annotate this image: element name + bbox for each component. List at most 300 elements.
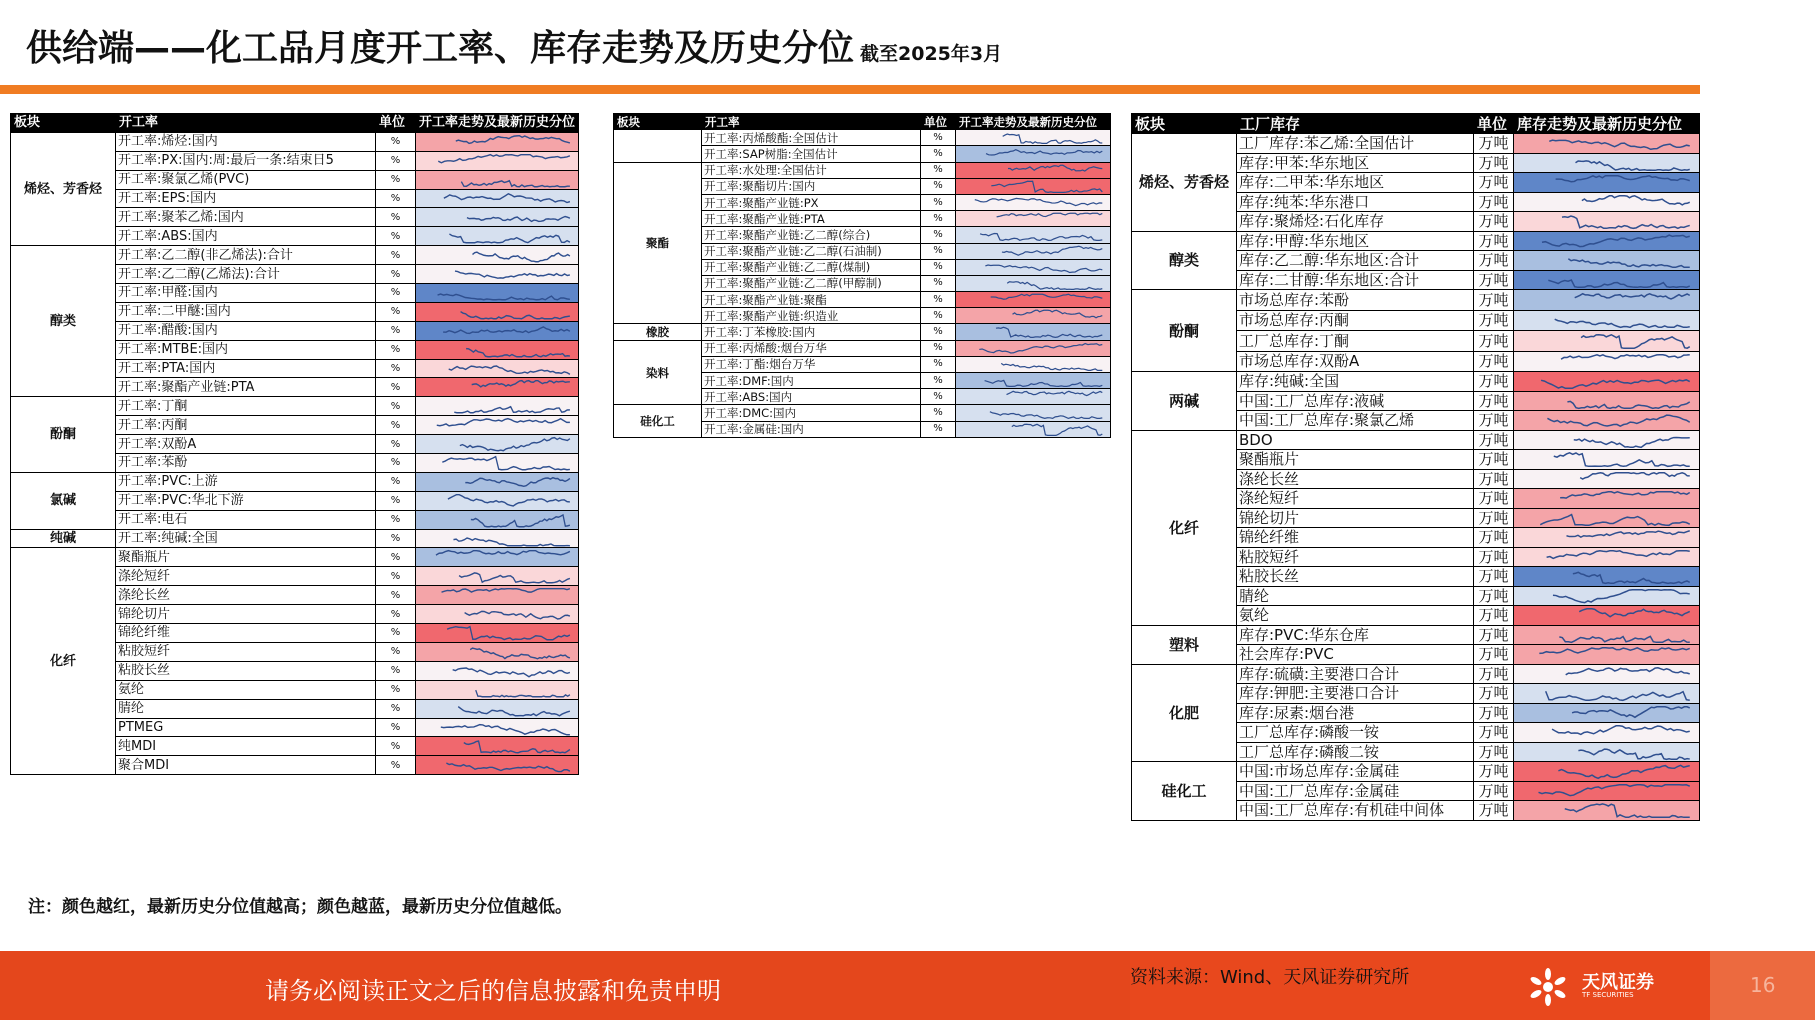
trend-cell bbox=[416, 605, 579, 624]
indicator-name: 粘胶短纤 bbox=[1237, 547, 1474, 567]
trend-line bbox=[986, 150, 1102, 155]
trend-line bbox=[437, 419, 570, 426]
trend-line bbox=[1558, 765, 1689, 778]
trend-cell bbox=[1514, 703, 1700, 723]
trend-cell bbox=[416, 132, 579, 151]
trend-sparkline bbox=[1514, 743, 1699, 762]
trend-line bbox=[1553, 589, 1690, 602]
trend-cell bbox=[416, 284, 579, 303]
indicator-name: 开工率:PTA:国内 bbox=[116, 359, 376, 378]
page-number: 16 bbox=[1750, 973, 1776, 997]
indicator-name: 开工率:金属硅:国内 bbox=[702, 421, 921, 437]
trend-line bbox=[1554, 453, 1690, 467]
indicator-name: 开工率:MTBE:国内 bbox=[116, 340, 376, 359]
unit-cell: % bbox=[921, 308, 956, 324]
indicator-name: 开工率:聚酯产业链:PTA bbox=[116, 378, 376, 397]
trend-line bbox=[438, 154, 570, 162]
trend-sparkline bbox=[416, 227, 578, 245]
indicator-name: 涤纶长丝 bbox=[116, 586, 376, 605]
trend-cell bbox=[956, 356, 1111, 372]
indicator-name: 开工率:丙烯酸酯:全国估计 bbox=[702, 130, 921, 146]
header-indicator: 开工率 bbox=[116, 114, 376, 133]
table-row bbox=[614, 130, 1111, 146]
trend-line bbox=[449, 366, 570, 374]
trend-line bbox=[1567, 401, 1689, 408]
trend-cell bbox=[416, 454, 579, 473]
unit-cell: % bbox=[921, 405, 956, 421]
unit-cell: 万吨 bbox=[1474, 801, 1514, 821]
trend-cell bbox=[416, 756, 579, 775]
unit-cell: % bbox=[376, 624, 416, 643]
trend-line bbox=[985, 380, 1103, 386]
indicator-name: 氨纶 bbox=[116, 680, 376, 699]
trend-line bbox=[1579, 609, 1690, 617]
unit-cell: % bbox=[376, 472, 416, 491]
trend-cell bbox=[956, 194, 1111, 210]
trend-line bbox=[1547, 550, 1690, 558]
unit-cell: 万吨 bbox=[1474, 781, 1514, 801]
indicator-name: 库存:乙二醇:华东地区:合计 bbox=[1237, 251, 1474, 271]
unit-cell: % bbox=[921, 292, 956, 308]
trend-sparkline bbox=[956, 405, 1110, 420]
trend-sparkline bbox=[1514, 271, 1699, 290]
indicator-name: 工厂总库存:磷酸二铵 bbox=[1237, 742, 1474, 762]
indicator-name: 开工率:烯烃:国内 bbox=[116, 132, 376, 151]
trend-line bbox=[465, 612, 570, 620]
trend-cell bbox=[416, 718, 579, 737]
trend-sparkline bbox=[1514, 489, 1699, 508]
unit-cell: 万吨 bbox=[1474, 153, 1514, 173]
indicator-name: 库存:尿素:烟台港 bbox=[1237, 703, 1474, 723]
unit-cell: 万吨 bbox=[1474, 173, 1514, 193]
trend-sparkline bbox=[416, 416, 578, 434]
section-label: 纯碱 bbox=[11, 529, 116, 548]
indicator-name: 工厂总库存:丁酮 bbox=[1237, 331, 1474, 352]
trend-sparkline bbox=[416, 473, 578, 491]
trend-cell bbox=[956, 178, 1111, 194]
trend-line bbox=[1565, 804, 1690, 817]
trend-cell bbox=[956, 227, 1111, 243]
unit-cell: % bbox=[376, 435, 416, 454]
trend-sparkline bbox=[416, 360, 578, 378]
trend-line bbox=[1548, 280, 1689, 287]
trend-line bbox=[1547, 415, 1689, 426]
trend-cell bbox=[1514, 212, 1700, 232]
trend-cell bbox=[416, 529, 579, 548]
unit-cell: 万吨 bbox=[1474, 469, 1514, 489]
table-row bbox=[1132, 134, 1700, 154]
trend-line bbox=[454, 407, 570, 413]
trend-line bbox=[985, 265, 1102, 272]
trend-sparkline bbox=[416, 681, 578, 699]
trend-sparkline bbox=[956, 195, 1110, 210]
indicator-name: 库存:二甲苯:华东地区 bbox=[1237, 173, 1474, 193]
trend-sparkline bbox=[416, 530, 578, 548]
indicator-name: 涤纶长丝 bbox=[1237, 469, 1474, 489]
section-label bbox=[614, 130, 702, 162]
trend-cell bbox=[1514, 251, 1700, 271]
trend-line bbox=[449, 234, 569, 243]
unit-cell: 万吨 bbox=[1474, 310, 1514, 331]
indicator-name: BDO bbox=[1237, 430, 1474, 450]
trend-line bbox=[446, 763, 570, 771]
unit-cell: 万吨 bbox=[1474, 231, 1514, 251]
inventory-table-right bbox=[1131, 113, 1700, 821]
trend-cell bbox=[416, 208, 579, 227]
unit-cell: % bbox=[921, 373, 956, 389]
unit-cell: 万吨 bbox=[1474, 625, 1514, 645]
table-row bbox=[1132, 372, 1700, 392]
trend-sparkline bbox=[1514, 509, 1699, 528]
trend-line bbox=[1560, 492, 1690, 498]
trend-line bbox=[1552, 726, 1690, 735]
table-row bbox=[11, 397, 579, 416]
table-row bbox=[1132, 290, 1700, 311]
unit-cell: 万吨 bbox=[1474, 411, 1514, 431]
footer-bar bbox=[0, 951, 1815, 1020]
trend-line bbox=[1576, 160, 1690, 169]
brand-name: 天风证券 bbox=[1582, 972, 1654, 993]
trend-line bbox=[1008, 165, 1102, 171]
unit-cell: 万吨 bbox=[1474, 134, 1514, 154]
unit-cell: % bbox=[376, 661, 416, 680]
unit-cell: % bbox=[376, 208, 416, 227]
trend-cell bbox=[1514, 801, 1700, 821]
unit-cell: % bbox=[376, 586, 416, 605]
trend-cell bbox=[1514, 153, 1700, 173]
trend-sparkline bbox=[416, 737, 578, 755]
table-row bbox=[614, 340, 1111, 356]
indicator-name: 开工率:苯酚 bbox=[116, 454, 376, 473]
header-trend: 开工率走势及最新历史分位 bbox=[416, 114, 579, 133]
indicator-name: 开工率:聚氯乙烯(PVC) bbox=[116, 170, 376, 189]
trend-cell bbox=[1514, 372, 1700, 392]
unit-cell: 万吨 bbox=[1474, 723, 1514, 743]
trend-cell bbox=[1514, 489, 1700, 509]
trend-sparkline bbox=[416, 548, 578, 566]
table-row bbox=[614, 324, 1111, 340]
trend-cell bbox=[416, 321, 579, 340]
trend-cell bbox=[1514, 781, 1700, 801]
trend-line bbox=[436, 551, 570, 555]
unit-cell: % bbox=[921, 421, 956, 437]
trend-cell bbox=[1514, 762, 1700, 782]
trend-sparkline bbox=[1514, 548, 1699, 567]
trend-sparkline bbox=[956, 357, 1110, 372]
trend-sparkline bbox=[1514, 801, 1699, 820]
indicator-name: 锦纶切片 bbox=[1237, 508, 1474, 528]
trend-cell bbox=[416, 151, 579, 170]
trend-cell bbox=[956, 259, 1111, 275]
trend-sparkline bbox=[416, 605, 578, 623]
indicator-name: 粘胶长丝 bbox=[1237, 567, 1474, 587]
unit-cell: % bbox=[376, 227, 416, 246]
table-row bbox=[1132, 430, 1700, 450]
title-date: 截至2025年3月 bbox=[860, 43, 1003, 65]
unit-cell: % bbox=[921, 275, 956, 291]
trend-sparkline bbox=[416, 246, 578, 264]
trend-cell bbox=[416, 661, 579, 680]
trend-line bbox=[996, 328, 1102, 338]
trend-cell bbox=[416, 510, 579, 529]
trend-cell bbox=[1514, 290, 1700, 311]
trend-sparkline bbox=[416, 756, 578, 774]
indicator-name: 市场总库存:丙酮 bbox=[1237, 310, 1474, 331]
trend-line bbox=[460, 438, 570, 451]
table-row bbox=[614, 405, 1111, 421]
unit-cell: % bbox=[376, 151, 416, 170]
unit-cell: 万吨 bbox=[1474, 430, 1514, 450]
unit-cell: % bbox=[921, 389, 956, 405]
trend-cell bbox=[416, 491, 579, 510]
table-row bbox=[11, 246, 579, 265]
indicator-name: 开工率:丁酮 bbox=[116, 397, 376, 416]
unit-cell: % bbox=[376, 567, 416, 586]
trend-sparkline bbox=[416, 265, 578, 283]
indicator-name: 库存:硫磺:主要港口合计 bbox=[1237, 664, 1474, 684]
indicator-name: 开工率:丙烯酸:烟台万华 bbox=[702, 340, 921, 356]
trend-sparkline bbox=[1514, 352, 1699, 371]
trend-line bbox=[1555, 319, 1690, 327]
unit-cell: % bbox=[921, 130, 956, 146]
trend-cell bbox=[416, 378, 579, 397]
trend-line bbox=[438, 294, 570, 300]
trend-line bbox=[1573, 572, 1690, 583]
trend-sparkline bbox=[1514, 665, 1699, 684]
trend-cell bbox=[956, 243, 1111, 259]
section-label: 酚酮 bbox=[11, 397, 116, 473]
trend-cell bbox=[416, 340, 579, 359]
unit-cell: 万吨 bbox=[1474, 251, 1514, 271]
unit-cell: % bbox=[921, 146, 956, 162]
trend-line bbox=[471, 515, 570, 527]
trend-cell bbox=[1514, 310, 1700, 331]
section-label: 塑料 bbox=[1132, 625, 1237, 664]
trend-sparkline bbox=[956, 341, 1110, 356]
trend-line bbox=[1559, 636, 1689, 642]
trend-line bbox=[1541, 380, 1690, 388]
trend-sparkline bbox=[956, 211, 1110, 226]
indicator-name: 库存:钾肥:主要港口合计 bbox=[1237, 684, 1474, 704]
trend-line bbox=[1581, 334, 1690, 348]
indicator-name: 开工率:纯碱:全国 bbox=[116, 529, 376, 548]
indicator-name: PTMEG bbox=[116, 718, 376, 737]
trend-line bbox=[980, 234, 1102, 241]
header-unit: 单位 bbox=[1474, 114, 1514, 134]
trend-cell bbox=[956, 162, 1111, 178]
unit-cell: 万吨 bbox=[1474, 508, 1514, 528]
unit-cell: % bbox=[376, 340, 416, 359]
trend-line bbox=[1578, 749, 1689, 759]
unit-cell: % bbox=[376, 491, 416, 510]
unit-cell: 万吨 bbox=[1474, 351, 1514, 372]
trend-cell bbox=[1514, 331, 1700, 352]
section-label: 染料 bbox=[614, 340, 702, 405]
indicator-name: 库存:纯碱:全国 bbox=[1237, 372, 1474, 392]
trend-line bbox=[1572, 706, 1690, 717]
trend-line bbox=[1003, 134, 1103, 143]
indicator-name: 开工率:双酚A bbox=[116, 435, 376, 454]
trend-sparkline bbox=[1514, 450, 1699, 469]
unit-cell: 万吨 bbox=[1474, 606, 1514, 626]
trend-cell bbox=[1514, 547, 1700, 567]
header-sector: 板块 bbox=[614, 114, 702, 130]
unit-cell: % bbox=[376, 302, 416, 321]
unit-cell: % bbox=[921, 340, 956, 356]
trend-cell bbox=[1514, 173, 1700, 193]
trend-sparkline bbox=[956, 324, 1110, 339]
unit-cell: % bbox=[376, 718, 416, 737]
trend-sparkline bbox=[416, 624, 578, 642]
trend-line bbox=[1566, 667, 1690, 674]
trend-line bbox=[1580, 472, 1690, 478]
indicator-name: 聚酯瓶片 bbox=[116, 548, 376, 567]
table-row bbox=[11, 529, 579, 548]
indicator-name: 开工率:DMF:国内 bbox=[702, 373, 921, 389]
trend-line bbox=[459, 573, 570, 583]
unit-cell: 万吨 bbox=[1474, 489, 1514, 509]
trend-sparkline bbox=[956, 373, 1110, 388]
indicator-name: 社会库存:PVC bbox=[1237, 645, 1474, 665]
trend-sparkline bbox=[416, 341, 578, 359]
indicator-name: 腈纶 bbox=[116, 699, 376, 718]
trend-line bbox=[1007, 391, 1103, 395]
trend-sparkline bbox=[1514, 528, 1699, 547]
unit-cell: 万吨 bbox=[1474, 372, 1514, 392]
indicator-name: 开工率:DMC:国内 bbox=[702, 405, 921, 421]
indicator-name: 中国:工厂总库存:金属硅 bbox=[1237, 781, 1474, 801]
header-sector: 板块 bbox=[11, 114, 116, 133]
trend-cell bbox=[416, 548, 579, 567]
trend-cell bbox=[416, 472, 579, 491]
header-unit: 单位 bbox=[921, 114, 956, 130]
indicator-name: 腈纶 bbox=[1237, 586, 1474, 606]
trend-cell bbox=[1514, 430, 1700, 450]
unit-cell: % bbox=[376, 756, 416, 775]
trend-cell bbox=[956, 389, 1111, 405]
unit-cell: % bbox=[921, 211, 956, 227]
trend-sparkline bbox=[956, 179, 1110, 194]
trend-sparkline bbox=[1514, 212, 1699, 231]
unit-cell: % bbox=[921, 243, 956, 259]
trend-sparkline bbox=[416, 719, 578, 737]
unit-cell: 万吨 bbox=[1474, 192, 1514, 212]
trend-cell bbox=[416, 265, 579, 284]
trend-line bbox=[1002, 246, 1102, 255]
trend-line bbox=[1568, 259, 1689, 268]
unit-cell: % bbox=[376, 737, 416, 756]
trend-line bbox=[443, 327, 570, 333]
unit-cell: 万吨 bbox=[1474, 703, 1514, 723]
indicator-name: 开工率:聚酯产业链:乙二醇(石油制) bbox=[702, 243, 921, 259]
unit-cell: % bbox=[376, 284, 416, 303]
unit-cell: % bbox=[376, 170, 416, 189]
trend-sparkline bbox=[416, 171, 578, 189]
trend-line bbox=[991, 294, 1103, 299]
trend-cell bbox=[1514, 742, 1700, 762]
indicator-name: 开工率:聚酯产业链:乙二醇(甲醇制) bbox=[702, 275, 921, 291]
table-row bbox=[1132, 664, 1700, 684]
trend-cell bbox=[956, 308, 1111, 324]
trend-cell bbox=[956, 275, 1111, 291]
trend-cell bbox=[1514, 508, 1700, 528]
indicator-name: 锦纶切片 bbox=[116, 605, 376, 624]
trend-cell bbox=[956, 292, 1111, 308]
trend-sparkline bbox=[416, 133, 578, 151]
trend-sparkline bbox=[956, 244, 1110, 259]
trend-cell bbox=[956, 421, 1111, 437]
trend-sparkline bbox=[1514, 291, 1699, 310]
trend-sparkline bbox=[1514, 154, 1699, 173]
section-label: 醇类 bbox=[11, 246, 116, 397]
trend-sparkline bbox=[956, 389, 1110, 404]
indicator-name: 涤纶短纤 bbox=[116, 567, 376, 586]
trend-sparkline bbox=[1514, 173, 1699, 192]
indicator-name: 氨纶 bbox=[1237, 606, 1474, 626]
trend-cell bbox=[956, 405, 1111, 421]
unit-cell: 万吨 bbox=[1474, 762, 1514, 782]
trend-line bbox=[979, 343, 1102, 352]
trend-cell bbox=[416, 642, 579, 661]
trend-sparkline bbox=[416, 662, 578, 680]
header-trend: 开工率走势及最新历史分位 bbox=[956, 114, 1111, 130]
unit-cell: % bbox=[376, 510, 416, 529]
unit-cell: % bbox=[376, 265, 416, 284]
indicator-name: 锦纶纤维 bbox=[1237, 528, 1474, 548]
trend-cell bbox=[1514, 645, 1700, 665]
unit-cell: 万吨 bbox=[1474, 528, 1514, 548]
trend-sparkline bbox=[956, 260, 1110, 275]
trend-cell bbox=[956, 211, 1111, 227]
trend-sparkline bbox=[416, 586, 578, 604]
trend-sparkline bbox=[416, 152, 578, 170]
trend-cell bbox=[1514, 411, 1700, 431]
trend-sparkline bbox=[1514, 645, 1699, 664]
trend-line bbox=[472, 252, 569, 262]
trend-cell bbox=[1514, 606, 1700, 626]
trend-sparkline bbox=[416, 567, 578, 585]
trend-cell bbox=[956, 146, 1111, 162]
trend-line bbox=[448, 494, 570, 505]
indicator-name: 库存:PVC:华东仓库 bbox=[1237, 625, 1474, 645]
trend-cell bbox=[416, 680, 579, 699]
unit-cell: % bbox=[376, 321, 416, 340]
indicator-name: 开工率:聚酯产业链:乙二醇(煤制) bbox=[702, 259, 921, 275]
indicator-name: 中国:市场总库存:金属硅 bbox=[1237, 762, 1474, 782]
trend-sparkline bbox=[416, 643, 578, 661]
indicator-name: 库存:纯苯:华东港口 bbox=[1237, 192, 1474, 212]
trend-sparkline bbox=[416, 454, 578, 472]
unit-cell: % bbox=[376, 605, 416, 624]
trend-line bbox=[1012, 311, 1102, 318]
unit-cell: % bbox=[921, 194, 956, 210]
trend-cell bbox=[1514, 270, 1700, 290]
indicator-name: 粘胶短纤 bbox=[116, 642, 376, 661]
trend-sparkline bbox=[1514, 411, 1699, 430]
trend-sparkline bbox=[1514, 193, 1699, 212]
trend-sparkline bbox=[1514, 704, 1699, 723]
trend-cell bbox=[956, 130, 1111, 146]
indicator-name: 开工率:聚酯产业链:PTA bbox=[702, 211, 921, 227]
trend-line bbox=[442, 457, 570, 470]
section-label: 硅化工 bbox=[1132, 762, 1237, 821]
indicator-name: 开工率:ABS:国内 bbox=[116, 227, 376, 246]
unit-cell: 万吨 bbox=[1474, 664, 1514, 684]
unit-cell: 万吨 bbox=[1474, 586, 1514, 606]
unit-cell: % bbox=[376, 189, 416, 208]
section-label: 化纤 bbox=[1132, 430, 1237, 625]
trend-line bbox=[1540, 514, 1690, 525]
